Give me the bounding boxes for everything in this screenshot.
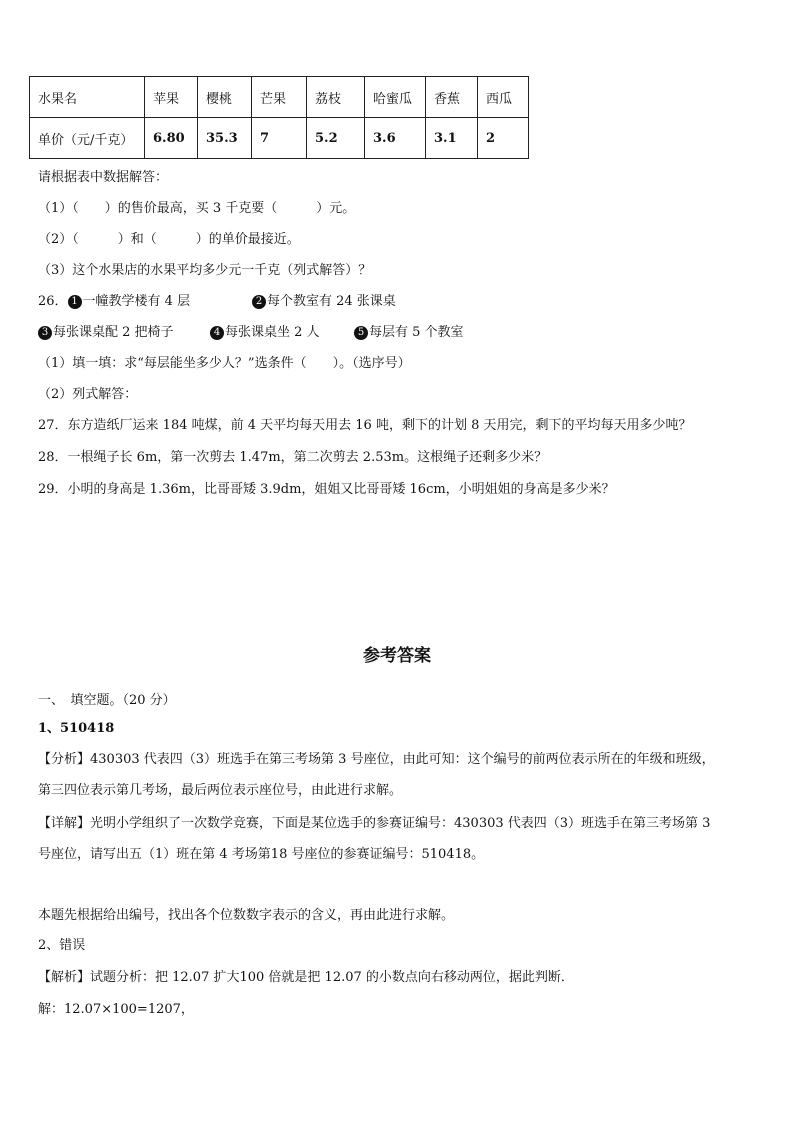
condition-5-group (354, 324, 464, 342)
table-cell: 香蕉 (426, 77, 478, 118)
q25-part3: （3）这个水果店的水果平均多少元一千克（列式解答）？ (38, 263, 372, 278)
answer-2-number: 2、错误 (38, 938, 86, 953)
condition-3: 每张课桌配 2 把椅子 (53, 325, 174, 340)
circled-number-icon: 4 (210, 326, 224, 340)
condition-5: 每层有 5 个教室 (369, 325, 464, 340)
q26-part2: （2）列式解答： (38, 387, 138, 402)
condition-2-group (252, 293, 396, 311)
q25-part1: （1）（ ）的售价最高，买 3 千克要（ ）元。 (38, 201, 356, 216)
q25-intro: 请根据表中数据解答： (38, 170, 169, 185)
table-cell: 西瓜 (478, 77, 529, 118)
answer-1-analysis-line1: 【分析】430303 代表四（3）班选手在第三考场第 3 号座位，由此可知：这个编号的前两位表示所在的年级和班级， (38, 752, 715, 767)
table-cell: 樱桃 (198, 77, 252, 118)
table-row (30, 118, 529, 159)
answer-1-number: 1、510418 (38, 721, 115, 736)
table-cell: 荔枝 (307, 77, 365, 118)
condition-2: 每个教室有 24 张课桌 (267, 294, 396, 309)
q26-part1: （1）填一填：求“每层能坐多少人？”选条件（ ）。（选序号） (38, 356, 411, 371)
table-cell: 哈蜜瓜 (365, 77, 426, 118)
answer-1-note: 本题先根据给出编号，找出各个位数数字表示的含义，再由此进行求解。 (38, 908, 455, 923)
answer-1-detail-line1: 【详解】光明小学组织了一次数学竞赛，下面是某位选手的参赛证编号：430303 代表四（3）班选手在第三考场第 3 (38, 816, 711, 831)
table-cell: 苹果 (145, 77, 198, 118)
question-number: 26． (38, 294, 68, 309)
answer-1-detail-line2: 号座位，请写出五（1）班在第 4 考场第18 号座位的参赛证编号：510418。 (38, 847, 485, 862)
q26-conditions-row1 (38, 293, 396, 311)
answer-2-analysis: 【解析】试题分析：把 12.07 扩大100 倍就是把 12.07 的小数点向右移动两位，据此判断． (38, 970, 574, 985)
q27: 27．东方造纸厂运来 184 吨煤，前 4 天平均每天用去 16 吨，剩下的计划 8 天用完，剩下的平均每天用多少吨？ (38, 418, 692, 433)
condition-1: 一幢教学楼有 4 层 (82, 294, 191, 309)
circled-number-icon: 2 (252, 295, 266, 309)
table-cell: 水果名 (30, 77, 145, 118)
table-cell: 2 (478, 118, 529, 159)
table-cell: 3.1 (426, 118, 478, 159)
answer-1-analysis-line2: 第三四位表示第几考场，最后两位表示座位号，由此进行求解。 (38, 783, 403, 798)
q26-conditions-row2 (38, 324, 464, 342)
table-cell: 3.6 (365, 118, 426, 159)
answers-title: 参考答案 (363, 646, 431, 666)
condition-4: 每张课桌坐 2 人 (225, 325, 320, 340)
table-cell: 5.2 (307, 118, 365, 159)
table-cell: 6.80 (145, 118, 198, 159)
q29: 29．小明的身高是 1.36m，比哥哥矮 3.9dm，姐姐又比哥哥矮 16cm，小明姐姐的身高是多少米？ (38, 482, 615, 497)
answers-section-heading: 一、 填空题。（20 分） (38, 693, 176, 708)
table-cell: 35.3 (198, 118, 252, 159)
circled-number-icon: 3 (38, 326, 52, 340)
q28: 28．一根绳子长 6m，第一次剪去 1.47m，第二次剪去 2.53m。这根绳子还剩多少米？ (38, 450, 548, 465)
table-cell: 单价（元/千克） (30, 118, 145, 159)
circled-number-icon: 1 (68, 295, 82, 309)
q25-part2: （2）（ ）和（ ）的单价最接近。 (38, 232, 300, 247)
condition-4-group (210, 324, 320, 342)
circled-number-icon: 5 (354, 326, 368, 340)
answer-2-solution: 解：12.07×100=1207， (38, 1002, 194, 1017)
table-row (30, 77, 529, 118)
table-cell: 7 (252, 118, 307, 159)
table-cell: 芒果 (252, 77, 307, 118)
fruit-price-table (29, 76, 529, 159)
